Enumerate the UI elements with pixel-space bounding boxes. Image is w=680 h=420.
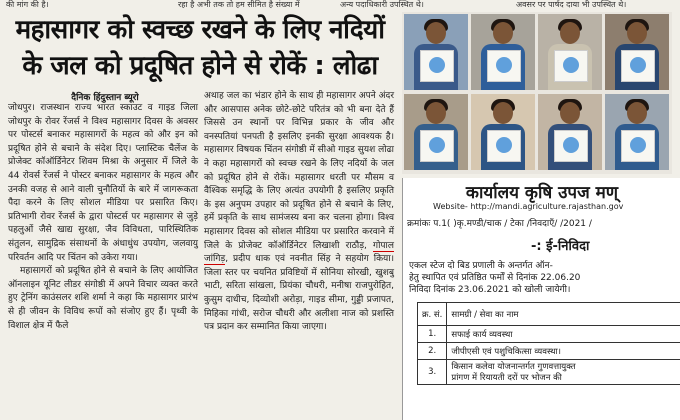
col2-text-after: , प्रदीप धाक एवं नवनीत सिंह ने सहयोग किया। जिला स्तर पर चयनित प्रविष्टियों में सोनिया सोरखी, खुशबु भाटी, सरिता सांखला, प्रियंका चौधरी, मनीषा राजपुरोहित, कुसुम दाधीच, दिव्योशी अरोड़ा, गाइड सीमा, गुड्डी प्रजापत, मिहिका गांधी, सरोज चौधरी और अलीशा नाज को प्रशस्ति पत्र प्रदान कर सम्मानित किया जाएगा।: [204, 254, 394, 333]
headline-line-2: के जल को प्रदूषित होने से रोकें : लोढा: [22, 51, 378, 81]
office-website: Website- http://mandi.agriculture.rajasthan.gov: [433, 202, 624, 211]
col1-paragraph-2: महासागरों को प्रदूषित होने से बचाने के लिए आयोजित ऑनलाइन यूनिट लीडर संगोष्ठी में अपने विचार व्यक्त करते हुए ट्रेनिंग काउंसलर शशि शर्मा ने कहा कि महासागर प्रारंभ से ही जीवन के विविध रूपों को संजोए हुए हैं। पृथ्वी के विशाल क्षेत्र में फैले: [8, 266, 198, 331]
photo-girl-with-poster: [605, 94, 669, 170]
office-reference: क्रमांकः प.1( )कृ.मण्डी/चाक / टेका /निवदाएँ/ /2021 /: [407, 219, 592, 229]
tender-notice: [402, 178, 680, 420]
photo-girl-with-poster: [538, 14, 602, 90]
col2-paragraph: [204, 90, 394, 335]
photo-girl-with-poster: [404, 14, 468, 90]
strip-text-left: की मांग की है।: [6, 0, 49, 9]
table-cell-item-line-1: किसान कलेवा योजनान्तर्गत गुणवत्तायुक्त: [451, 362, 576, 372]
photo-collage: [402, 12, 672, 174]
table-cell-item: [447, 360, 680, 385]
notice-line-3: निविदा दिनांक 23.06.2021 को खोली जायेगी।: [409, 285, 571, 295]
strip-text-far-right: अवसर पर पार्षद दाया भी उपस्थित थे।: [516, 0, 627, 9]
notice-line-2: हेतु स्थापित एवं प्रतिष्ठित फर्मों से दिनांक 22.06.20: [409, 273, 581, 283]
previous-articles-strip: [0, 0, 680, 10]
col2-text-before: अथाह जल का भंडार होने के साथ ही महासागर अपने अंदर और आसपास अनेक छोटे-छोटे परितंत्र को भी बना देते हैं जिससे उन स्थानों पर विभिन्न प्रकार के जीव और वनस्पतियां पनपती है इसलिए इनकी सुरक्षा आवश्यक है। महासागर विषयक चिंतन संगोष्ठी में सीओ गाइड सुयश लोढा ने कहा महासागरों को स्वच्छ रखने के लिए नदियों के जल को प्रदूषित होने से रोकें। महासागर धरती पर मौसम व वैश्विक समृद्धि के लिए अत्यंत उपयोगी है इसलिए प्रकृति के इस अनुपम उपहार को प्रदूषित होने से बचाने के लिए, हमें प्रकृति के साथ सामंजस्य बना कर चलना होगा। विश्व महासागर दिवस को सोशल मीडिया पर प्रसारित करवाने में जिले के प्रोजेक्ट कॉऑर्डिनेटर लिखाशी राठौड़,: [204, 91, 394, 251]
headline-line-1: महासागर को स्वच्छ रखने के लिए नदियों: [15, 15, 385, 45]
strip-text-right: अन्य पदाधिकारी उपस्थित थे।: [340, 0, 424, 9]
table-row: [418, 360, 680, 385]
article-headline: [8, 12, 392, 84]
office-title: कार्यालय कृषि उपज मण्: [465, 183, 619, 203]
photo-girl-with-poster: [471, 94, 535, 170]
table-cell-serial: 2.: [418, 343, 447, 360]
notice-paragraph: [409, 260, 680, 296]
table-cell-serial: 3.: [418, 360, 447, 385]
table-cell-serial: 1.: [418, 326, 447, 343]
notice-line-1: एकल स्टेज दो बिड प्रणाली के अन्तर्गत ऑन-: [409, 261, 553, 271]
col1-paragraph-1: जोधपुर। राजस्थान राज्य भारत स्काउट व गाइड जिला जोधपुर के रोवर रेंजर्स ने विश्व महासागर दिवस के अवसर पर पोस्टर्स बनाकर महासागरों के महत्व को और इन को प्रदूषित होने से बचाने के संदेश दिए। प्लास्टिक चैलेंज के प्रोजेक्ट कॉऑर्डिनेटर शिवम मिश्रा के अनुसार में जिले के 44 रोवर्स रेंजर्स ने पोस्टर बनाकर महासागर के महत्व और उनकी वजह से आने वाली चुनौतियों के बारे में जागरूकता पैदा करने के लिए सोशल मीडिया पर प्रसारित किए। प्रतिभागी रोवर रेंजर्स के द्वारा पोस्टर्स पर महासागर से जुड़े पहलुओं जैसे खाद्य सुरक्षा, जैव विविधता, पारिस्थितिक संतुलन, सामुद्रिक संसाधनों के अंधाधुंध उपयोग, जलवायु परिवर्तन आदि पर चिंतन को उकेरा गया।: [8, 103, 198, 263]
article-column-2: [204, 90, 394, 335]
table-row: [418, 326, 680, 343]
photo-girl-with-poster: [605, 14, 669, 90]
photo-girl-with-poster: [538, 94, 602, 170]
article-byline: दैनिक हिंदुस्तान ब्यूरो: [71, 93, 139, 103]
table-cell-item: जीपीएसी एवं पशुचिकित्सा व्यवस्था।: [447, 343, 680, 360]
photo-girl-with-poster: [471, 14, 535, 90]
table-header-row: [418, 303, 680, 326]
strip-text-mid: रहा है अभी तक तो हम सीमित है संख्या में: [178, 0, 300, 9]
tender-table: [417, 302, 680, 385]
highlighted-name: गोपाल जांगिड़: [204, 240, 394, 265]
table-cell-item-line-2: प्रांगण में रियायती दरों पर भोजन की: [451, 373, 562, 383]
table-row: [418, 343, 680, 360]
photo-girl-with-poster: [404, 94, 468, 170]
table-header-item: सामग्री / सेवा का नाम: [447, 303, 680, 326]
article-column-1: [8, 102, 198, 333]
table-cell-item: सफाई कार्य व्यवस्था: [447, 326, 680, 343]
notice-title: -: ई-निविदा: [531, 239, 590, 254]
table-header-serial: क्र. सं.: [418, 303, 447, 326]
